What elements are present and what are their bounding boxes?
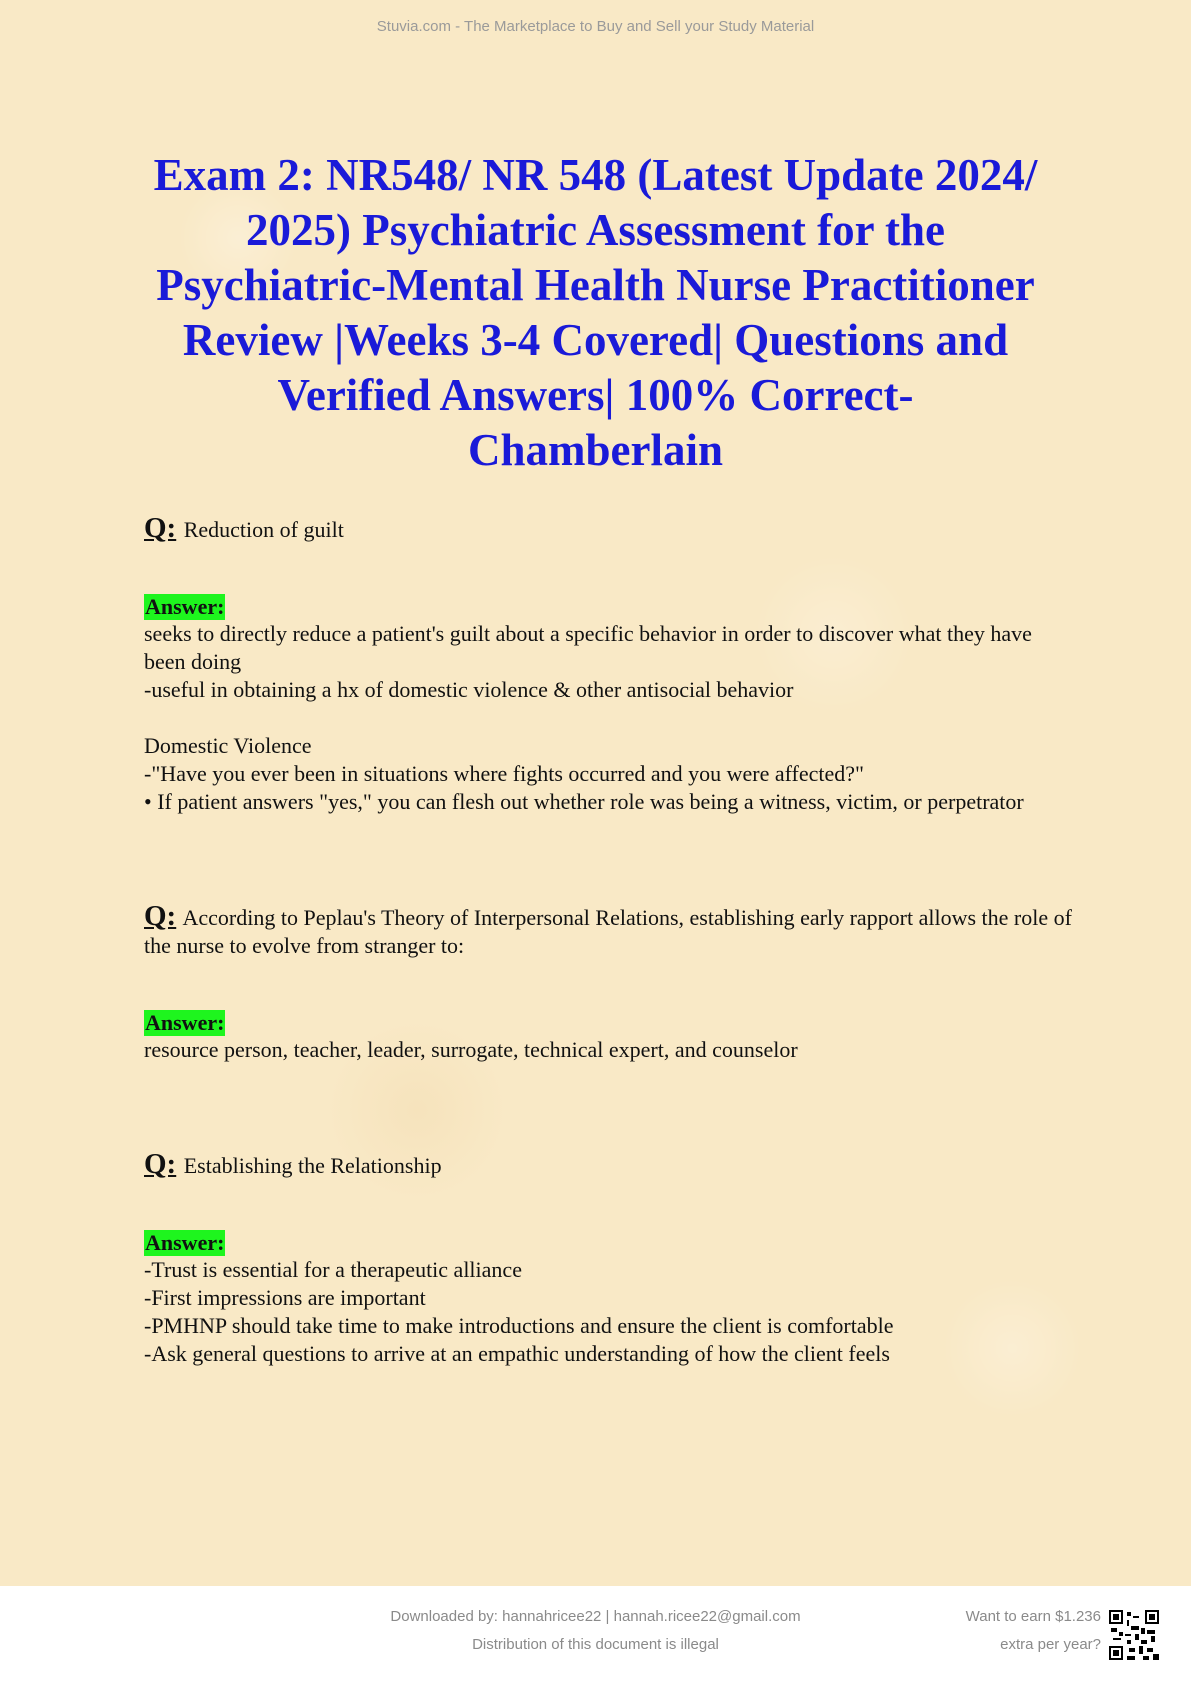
answer-text: -Trust is essential for a therapeutic alliance -First impressions are important -PMHNP should take time to make introductions and ensure the client is comfortable -Ask general questions to arrive at an empathic understanding of how the client feels: [144, 1257, 894, 1366]
answer-label: Answer:: [145, 1230, 225, 1255]
question-text: Reduction of guilt: [183, 517, 344, 542]
question-line: [144, 1150, 1074, 1180]
question-line: [144, 514, 1074, 544]
qa-block-1: [144, 514, 1074, 816]
document-title: Exam 2: NR548/ NR 548 (Latest Update 2024/ 2025) Psychiatric Assessment for the Psychiatric-Mental Health Nurse Practitioner Review |Weeks 3-4 Covered| Questions and Verified Answers| 100% Correct- Chamberlain: [153, 150, 1038, 475]
answer-label: Answer:: [145, 594, 225, 619]
downloaded-by-text: Downloaded by: hannahricee22 | hannah.ricee22@gmail.com: [390, 1608, 801, 1625]
question-marker: Q:: [144, 512, 177, 544]
qa-content: [144, 514, 1074, 1368]
question-line: [144, 902, 1074, 960]
qa-block-2: [144, 902, 1074, 1064]
answer-text: seeks to directly reduce a patient's guilt about a specific behavior in order to discover what they have been doing -useful in obtaining a hx of domestic violence & other antisocial behavior Domestic Violence -"Have you ever been in situations where fights occurred and you were affected?" • If patient answers "yes," you can flesh out whether role was being a witness, victim, or perpetrator: [144, 621, 1032, 814]
answer-label: Answer:: [145, 1010, 225, 1035]
page-footer: [0, 1586, 1191, 1684]
earn-promo-line2[interactable]: extra per year?: [1000, 1636, 1101, 1653]
question-text: According to Peplau's Theory of Interpersonal Relations, establishing early rapport allows the role of the nurse to evolve from stranger to:: [144, 905, 1072, 958]
answer-text: resource person, teacher, leader, surrogate, technical expert, and counselor: [144, 1037, 798, 1062]
qr-code-icon[interactable]: [1109, 1610, 1159, 1660]
top-banner[interactable]: Stuvia.com - The Marketplace to Buy and Sell your Study Material: [376, 18, 815, 35]
question-marker: Q:: [144, 1148, 177, 1180]
qa-block-3: [144, 1150, 1074, 1368]
earn-promo-line1[interactable]: Want to earn $1.236: [965, 1608, 1101, 1625]
question-text: Establishing the Relationship: [183, 1153, 442, 1178]
question-marker: Q:: [144, 900, 177, 932]
distribution-notice: Distribution of this document is illegal: [472, 1636, 719, 1653]
